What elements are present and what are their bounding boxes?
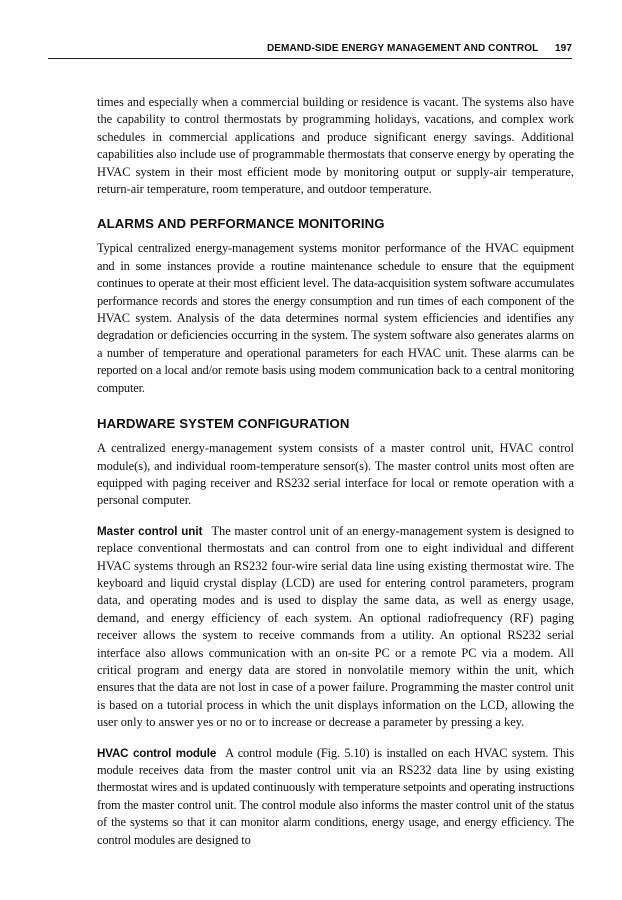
hvac-control-module-heading: HVAC control module [97, 746, 217, 760]
intro-paragraph: times and especially when a commercial building or residence is vacant. The systems also have the capability to control thermostats by programming holidays, vacations, and complex work schedules in commercial applications and produce significant energy savings. Additional capabilities also include use of programmable thermostats that conserve energy by operating the HVAC system in their most efficient mode by monitoring output or supply-air temperature, return-air temperature, room temperature, and outdoor temperature. [97, 95, 574, 197]
master-control-unit-text: The master control unit of an energy-management system is designed to replace conventional thermostats and can control from one to eight individual and different HVAC systems through an RS232 four-wire serial data line using existing thermostat wire. The keyboard and liquid crystal display (LCD) are used for entering control parameters, program data, and operating modes and is used to display the same data, as well as energy usage, demand, and energy efficiency of each system. An optional radiofrequency (RF) paging receiver allows the system to receive commands from a utility. An optional RS232 serial interface also allows communication with an on-site PC or a remote PC via a modem. All critical program and energy data are stored in nonvolatile memory within the unit, which ensures that the data are not lost in case of a power failure. Programming the master control unit is based on a tutorial process in which the unit displays information on the LCD, allowing the user only to answer yes or no or to increase or decrease a parameter by pressing a key. [97, 523, 574, 730]
section-heading-alarms: ALARMS AND PERFORMANCE MONITORING [97, 216, 385, 232]
header-rule [48, 58, 572, 59]
running-title: DEMAND-SIDE ENERGY MANAGEMENT AND CONTROL [266, 43, 539, 54]
running-head [48, 43, 572, 59]
alarms-paragraph: Typical centralized energy-management systems monitor performance of the HVAC equipment and in some instances provide a routine maintenance schedule to ensure that the equipment continues to operate at their most efficient level. The data-acquisition system software accumulates performance records and stores the energy consumption and run times of each component of the HVAC system. Analysis of the data determines normal system efficiencies and identifies any degradation or deficiencies occurring in the system. The system software also generates alarms on a number of temperature and operational parameters for each HVAC unit. These alarms can be reported on a local and/or remote basis using modem communication back to a central monitoring computer. [97, 241, 574, 395]
master-control-unit-heading: Master control unit [97, 524, 203, 538]
hardware-paragraph: A centralized energy-management system consists of a master control unit, HVAC control module(s), and individual room-temperature sensor(s). The master control units most often are equipped with paging receiver and RS232 serial interface for local or remote operation with a personal computer. [97, 441, 574, 508]
section-heading-hardware: HARDWARE SYSTEM CONFIGURATION [97, 416, 350, 432]
page-body [97, 94, 574, 849]
hvac-control-module-text: A control module (Fig. 5.10) is installed on each HVAC system. This module receives data from the master control unit via an RS232 data line by using existing thermostat wires and is updated continuously with temperature setpoints and operating instructions from the master control unit. The control module also informs the master control unit of the status of the systems so that it can monitor alarm conditions, energy usage, and energy efficiency. The control modules are designed to [97, 745, 575, 847]
hvac-control-module-paragraph [97, 745, 574, 849]
master-control-unit-paragraph [97, 523, 574, 732]
page-number: 197 [555, 43, 572, 54]
